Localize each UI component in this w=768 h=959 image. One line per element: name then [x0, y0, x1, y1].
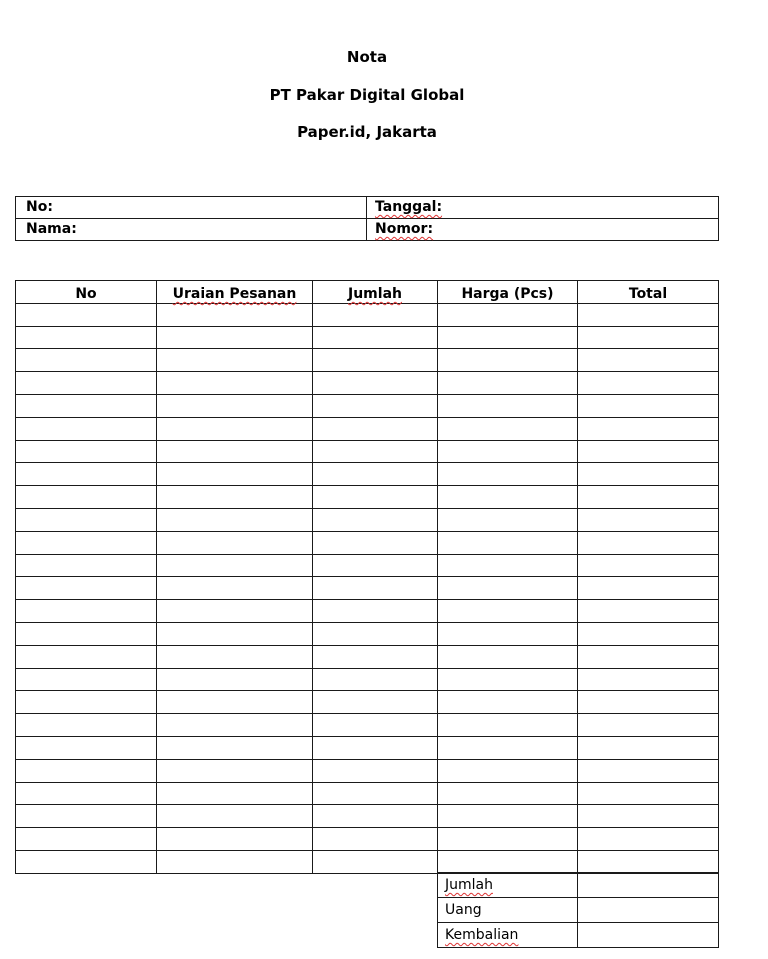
cell-total[interactable] — [578, 531, 719, 554]
cell-no[interactable] — [16, 486, 157, 509]
cell-no[interactable] — [16, 828, 157, 851]
cell-total[interactable] — [578, 349, 719, 372]
table-row — [16, 714, 719, 737]
cell-total[interactable] — [578, 850, 719, 873]
cell-no[interactable] — [16, 645, 157, 668]
summary-kembalian-label — [438, 923, 578, 948]
table-row — [16, 691, 719, 714]
cell-total[interactable] — [578, 554, 719, 577]
cell-total[interactable] — [578, 805, 719, 828]
cell-no[interactable] — [16, 508, 157, 531]
cell-uraian[interactable] — [157, 714, 313, 737]
cell-jumlah[interactable] — [313, 394, 438, 417]
cell-uraian[interactable] — [157, 577, 313, 600]
table-row — [16, 326, 719, 349]
cell-harga[interactable] — [438, 645, 578, 668]
cell-uraian[interactable] — [157, 508, 313, 531]
cell-total[interactable] — [578, 828, 719, 851]
cell-uraian[interactable] — [157, 668, 313, 691]
cell-uraian[interactable] — [157, 486, 313, 509]
nama-label: Nama: — [26, 221, 77, 237]
cell-jumlah[interactable] — [313, 828, 438, 851]
items-table — [15, 280, 719, 874]
document-title: Nota — [346, 48, 388, 66]
column-header-jumlah — [313, 281, 438, 304]
cell-uraian[interactable] — [157, 326, 313, 349]
cell-uraian[interactable] — [157, 850, 313, 873]
cell-jumlah[interactable] — [313, 372, 438, 395]
cell-harga[interactable] — [438, 372, 578, 395]
column-header-no: No — [16, 281, 157, 304]
table-row — [16, 622, 719, 645]
cell-harga[interactable] — [438, 805, 578, 828]
cell-uraian[interactable] — [157, 645, 313, 668]
info-table — [15, 196, 719, 241]
cell-total[interactable] — [578, 736, 719, 759]
cell-uraian[interactable] — [157, 782, 313, 805]
cell-no[interactable] — [16, 691, 157, 714]
info-row — [16, 197, 719, 219]
table-row — [16, 554, 719, 577]
cell-no[interactable] — [16, 394, 157, 417]
summary-jumlah-value[interactable] — [578, 873, 719, 898]
cell-harga[interactable] — [438, 782, 578, 805]
cell-jumlah[interactable] — [313, 463, 438, 486]
summary-table — [437, 872, 719, 948]
cell-uraian[interactable] — [157, 463, 313, 486]
cell-jumlah[interactable] — [313, 326, 438, 349]
cell-jumlah[interactable] — [313, 622, 438, 645]
cell-total[interactable] — [578, 326, 719, 349]
cell-harga[interactable] — [438, 622, 578, 645]
summary-uang-value[interactable] — [578, 898, 719, 923]
company-location: Paper.id, Jakarta — [297, 123, 437, 141]
cell-uraian[interactable] — [157, 828, 313, 851]
cell-uraian[interactable] — [157, 759, 313, 782]
cell-total[interactable] — [578, 577, 719, 600]
cell-uraian[interactable] — [157, 394, 313, 417]
summary-row-kembalian — [438, 923, 719, 948]
table-row — [16, 668, 719, 691]
table-row — [16, 600, 719, 623]
company-name: PT Pakar Digital Global — [269, 86, 465, 104]
table-row — [16, 508, 719, 531]
cell-jumlah[interactable] — [313, 440, 438, 463]
cell-total[interactable] — [578, 600, 719, 623]
cell-harga[interactable] — [438, 463, 578, 486]
cell-total[interactable] — [578, 394, 719, 417]
cell-harga[interactable] — [438, 600, 578, 623]
cell-jumlah[interactable] — [313, 577, 438, 600]
cell-no[interactable] — [16, 326, 157, 349]
nomor-label: Nomor: — [375, 221, 434, 237]
cell-uraian[interactable] — [157, 417, 313, 440]
cell-harga[interactable] — [438, 303, 578, 326]
cell-jumlah[interactable] — [313, 508, 438, 531]
cell-jumlah[interactable] — [313, 668, 438, 691]
table-row — [16, 349, 719, 372]
cell-harga[interactable] — [438, 759, 578, 782]
cell-uraian[interactable] — [157, 805, 313, 828]
cell-total[interactable] — [578, 372, 719, 395]
cell-no[interactable] — [16, 850, 157, 873]
cell-jumlah[interactable] — [313, 805, 438, 828]
cell-jumlah[interactable] — [313, 303, 438, 326]
table-row — [16, 394, 719, 417]
cell-no[interactable] — [16, 349, 157, 372]
cell-total[interactable] — [578, 486, 719, 509]
cell-no[interactable] — [16, 805, 157, 828]
summary-row-jumlah — [438, 873, 719, 898]
cell-no[interactable] — [16, 440, 157, 463]
cell-uraian[interactable] — [157, 372, 313, 395]
cell-total[interactable] — [578, 417, 719, 440]
summary-kembalian-value[interactable] — [578, 923, 719, 948]
summary-row-uang — [438, 898, 719, 923]
cell-jumlah[interactable] — [313, 486, 438, 509]
table-row — [16, 645, 719, 668]
cell-no[interactable] — [16, 303, 157, 326]
cell-no[interactable] — [16, 736, 157, 759]
table-row — [16, 303, 719, 326]
cell-harga[interactable] — [438, 577, 578, 600]
cell-harga[interactable] — [438, 691, 578, 714]
cell-no[interactable] — [16, 417, 157, 440]
cell-total[interactable] — [578, 691, 719, 714]
items-body — [16, 303, 719, 873]
cell-uraian[interactable] — [157, 440, 313, 463]
cell-jumlah[interactable] — [313, 417, 438, 440]
column-header-harga: Harga (Pcs) — [438, 281, 578, 304]
cell-jumlah[interactable] — [313, 759, 438, 782]
table-row — [16, 417, 719, 440]
cell-jumlah[interactable] — [313, 850, 438, 873]
tanggal-label: Tanggal: — [375, 199, 443, 215]
cell-no[interactable] — [16, 668, 157, 691]
cell-harga[interactable] — [438, 554, 578, 577]
cell-harga[interactable] — [438, 326, 578, 349]
cell-no[interactable] — [16, 372, 157, 395]
cell-total[interactable] — [578, 463, 719, 486]
cell-total[interactable] — [578, 440, 719, 463]
cell-no[interactable] — [16, 714, 157, 737]
cell-total[interactable] — [578, 622, 719, 645]
cell-jumlah[interactable] — [313, 645, 438, 668]
cell-no[interactable] — [16, 622, 157, 645]
table-row — [16, 531, 719, 554]
cell-jumlah[interactable] — [313, 349, 438, 372]
cell-harga[interactable] — [438, 394, 578, 417]
cell-no[interactable] — [16, 600, 157, 623]
cell-no[interactable] — [16, 554, 157, 577]
cell-uraian[interactable] — [157, 554, 313, 577]
cell-no[interactable] — [16, 463, 157, 486]
cell-total[interactable] — [578, 668, 719, 691]
cell-jumlah[interactable] — [313, 600, 438, 623]
summary-uang-label: Uang — [438, 898, 578, 923]
cell-total[interactable] — [578, 714, 719, 737]
cell-uraian[interactable] — [157, 622, 313, 645]
table-row — [16, 736, 719, 759]
table-row — [16, 577, 719, 600]
table-row — [16, 759, 719, 782]
cell-uraian[interactable] — [157, 349, 313, 372]
table-row — [16, 372, 719, 395]
table-row — [16, 486, 719, 509]
cell-harga[interactable] — [438, 828, 578, 851]
cell-harga[interactable] — [438, 668, 578, 691]
cell-no[interactable] — [16, 577, 157, 600]
table-row — [16, 850, 719, 873]
table-row — [16, 440, 719, 463]
cell-harga[interactable] — [438, 736, 578, 759]
cell-harga[interactable] — [438, 850, 578, 873]
summary-jumlah-label — [438, 873, 578, 898]
cell-jumlah[interactable] — [313, 714, 438, 737]
nama-field[interactable] — [16, 219, 367, 241]
cell-no[interactable] — [16, 782, 157, 805]
column-header-uraian-text: Uraian Pesanan — [172, 285, 297, 302]
cell-harga[interactable] — [438, 486, 578, 509]
cell-jumlah[interactable] — [313, 736, 438, 759]
info-row — [16, 219, 719, 241]
cell-jumlah[interactable] — [313, 782, 438, 805]
cell-harga[interactable] — [438, 417, 578, 440]
cell-uraian[interactable] — [157, 303, 313, 326]
table-row — [16, 463, 719, 486]
cell-uraian[interactable] — [157, 691, 313, 714]
cell-total[interactable] — [578, 782, 719, 805]
cell-total[interactable] — [578, 508, 719, 531]
column-header-uraian — [157, 281, 313, 304]
no-label: No: — [26, 199, 53, 215]
cell-harga[interactable] — [438, 508, 578, 531]
cell-harga[interactable] — [438, 714, 578, 737]
cell-total[interactable] — [578, 645, 719, 668]
cell-jumlah[interactable] — [313, 531, 438, 554]
cell-harga[interactable] — [438, 349, 578, 372]
column-header-total: Total — [578, 281, 719, 304]
table-row — [16, 828, 719, 851]
cell-uraian[interactable] — [157, 736, 313, 759]
cell-harga[interactable] — [438, 440, 578, 463]
cell-no[interactable] — [16, 759, 157, 782]
no-field[interactable] — [16, 197, 367, 219]
column-header-jumlah-text: Jumlah — [348, 285, 402, 302]
cell-jumlah[interactable] — [313, 554, 438, 577]
tanggal-field[interactable] — [367, 197, 719, 219]
table-row — [16, 782, 719, 805]
nomor-field[interactable] — [367, 219, 719, 241]
cell-harga[interactable] — [438, 531, 578, 554]
cell-jumlah[interactable] — [313, 691, 438, 714]
summary-kembalian-text: Kembalian — [445, 927, 519, 943]
cell-uraian[interactable] — [157, 531, 313, 554]
items-header-row — [16, 281, 719, 304]
cell-total[interactable] — [578, 759, 719, 782]
cell-no[interactable] — [16, 531, 157, 554]
cell-uraian[interactable] — [157, 600, 313, 623]
summary-jumlah-text: Jumlah — [445, 877, 493, 893]
cell-total[interactable] — [578, 303, 719, 326]
table-row — [16, 805, 719, 828]
